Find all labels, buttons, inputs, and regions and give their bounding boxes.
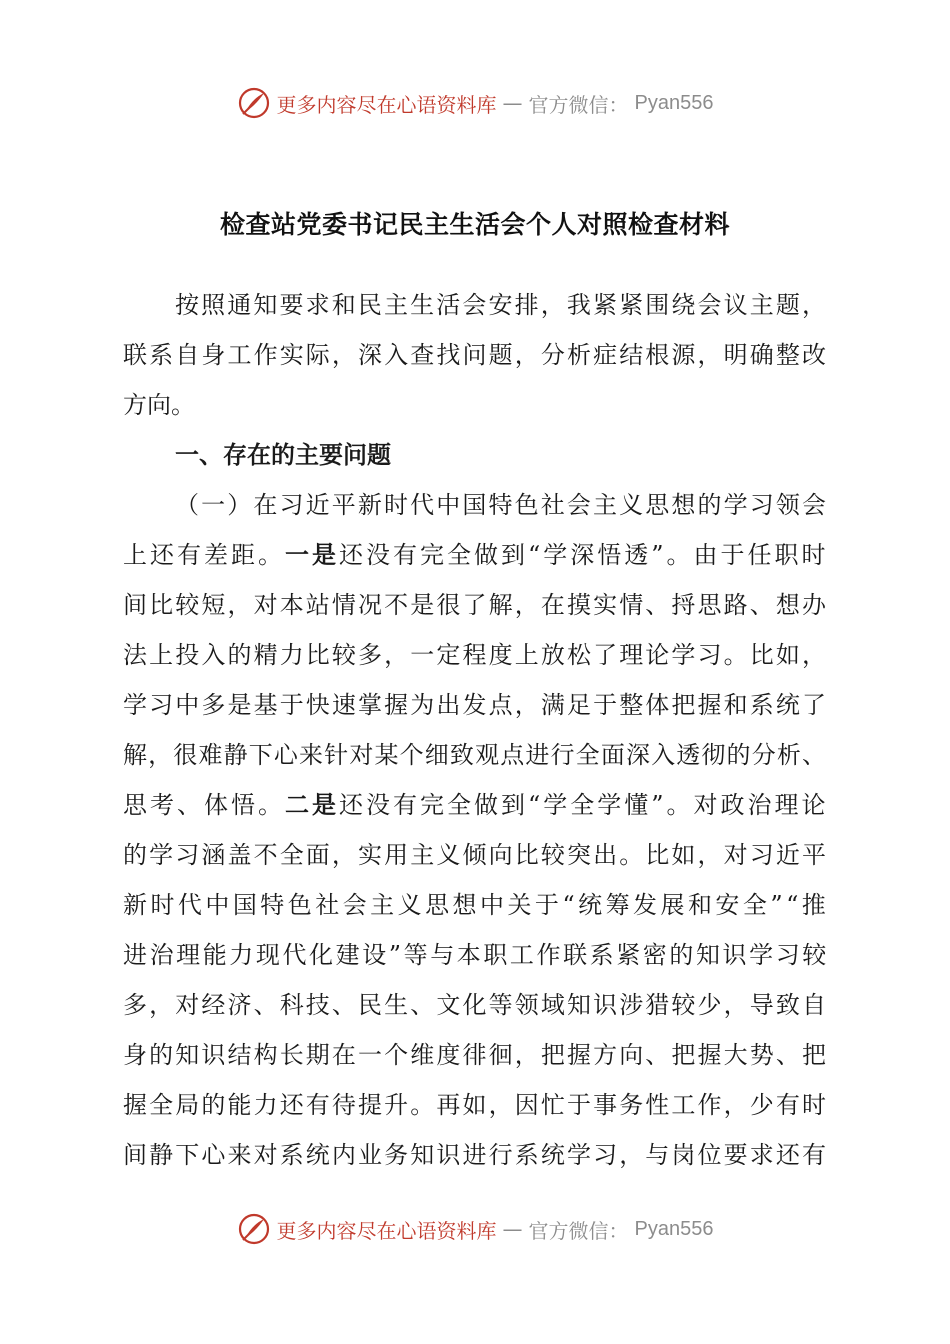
body-line-6: 解，很难静下心来针对某个细致观点进行全面深入透彻的分析、 <box>123 741 828 769</box>
body-line-10: 进治理能力现代化建设”等与本职工作联系紧密的知识学习较 <box>123 941 829 969</box>
body-line-8: 的学习涵盖不全面，实用主义倾向比较突出。比如，对习近平 <box>123 841 829 869</box>
header-watermark <box>0 80 950 126</box>
watermark-brand: 更多内容尽在心语资料库 <box>276 92 497 117</box>
watermark-handle: Pyan556 <box>634 91 714 114</box>
footer-watermark <box>0 1206 950 1252</box>
intro-line-2: 联系自身工作实际，深入查找问题，分析症结根源，明确整改 <box>123 341 829 369</box>
watermark-dash: — <box>502 1217 523 1241</box>
body-line-1: （一）在习近平新时代中国特色社会主义思想的学习领会 <box>175 491 829 519</box>
body-line-7: 思考、体悟。二是还没有完全做到“学全学懂”。对政治理论 <box>123 790 829 819</box>
section-heading: 一、存在的主要问题 <box>175 441 391 469</box>
watermark-handle: Pyan556 <box>634 1217 714 1240</box>
quill-logo-icon <box>237 1212 271 1246</box>
body-line-13: 握全局的能力还有待提升。再如，因忙于事务性工作，少有时 <box>123 1091 829 1119</box>
watermark-wechat-label: 官方微信： <box>528 92 629 117</box>
document-title: 检查站党委书记民主生活会个人对照检查材料 <box>219 210 730 239</box>
watermark-dash: — <box>502 91 523 115</box>
intro-line-3: 方向。 <box>123 391 195 419</box>
intro-line-1: 按照通知要求和民主生活会安排，我紧紧围绕会议主题， <box>175 291 829 319</box>
body-line-5: 学习中多是基于快速掌握为出发点，满足于整体把握和系统了 <box>123 691 829 719</box>
watermark-wechat-label: 官方微信： <box>528 1218 629 1243</box>
point-two-marker: 二是 <box>285 790 339 819</box>
body-line-4: 法上投入的精力比较多，一定程度上放松了理论学习。比如， <box>123 641 829 669</box>
body-line-3: 间比较短，对本站情况不是很了解，在摸实情、捋思路、想办 <box>123 591 829 619</box>
body-line-9: 新时代中国特色社会主义思想中关于“统筹发展和安全”“推 <box>123 891 830 919</box>
body-line-11: 多，对经济、科技、民生、文化等领域知识涉猎较少，导致自 <box>123 991 829 1019</box>
quill-logo-icon <box>237 86 271 120</box>
body-line-2: 上还有差距。一是还没有完全做到“学深悟透”。由于任职时 <box>123 540 829 569</box>
body-line-14: 间静下心来对系统内业务知识进行系统学习，与岗位要求还有 <box>123 1141 829 1169</box>
watermark-brand: 更多内容尽在心语资料库 <box>276 1218 497 1243</box>
body-line-12: 身的知识结构长期在一个维度徘徊，把握方向、把握大势、把 <box>123 1041 829 1069</box>
point-one-marker: 一是 <box>285 540 339 569</box>
